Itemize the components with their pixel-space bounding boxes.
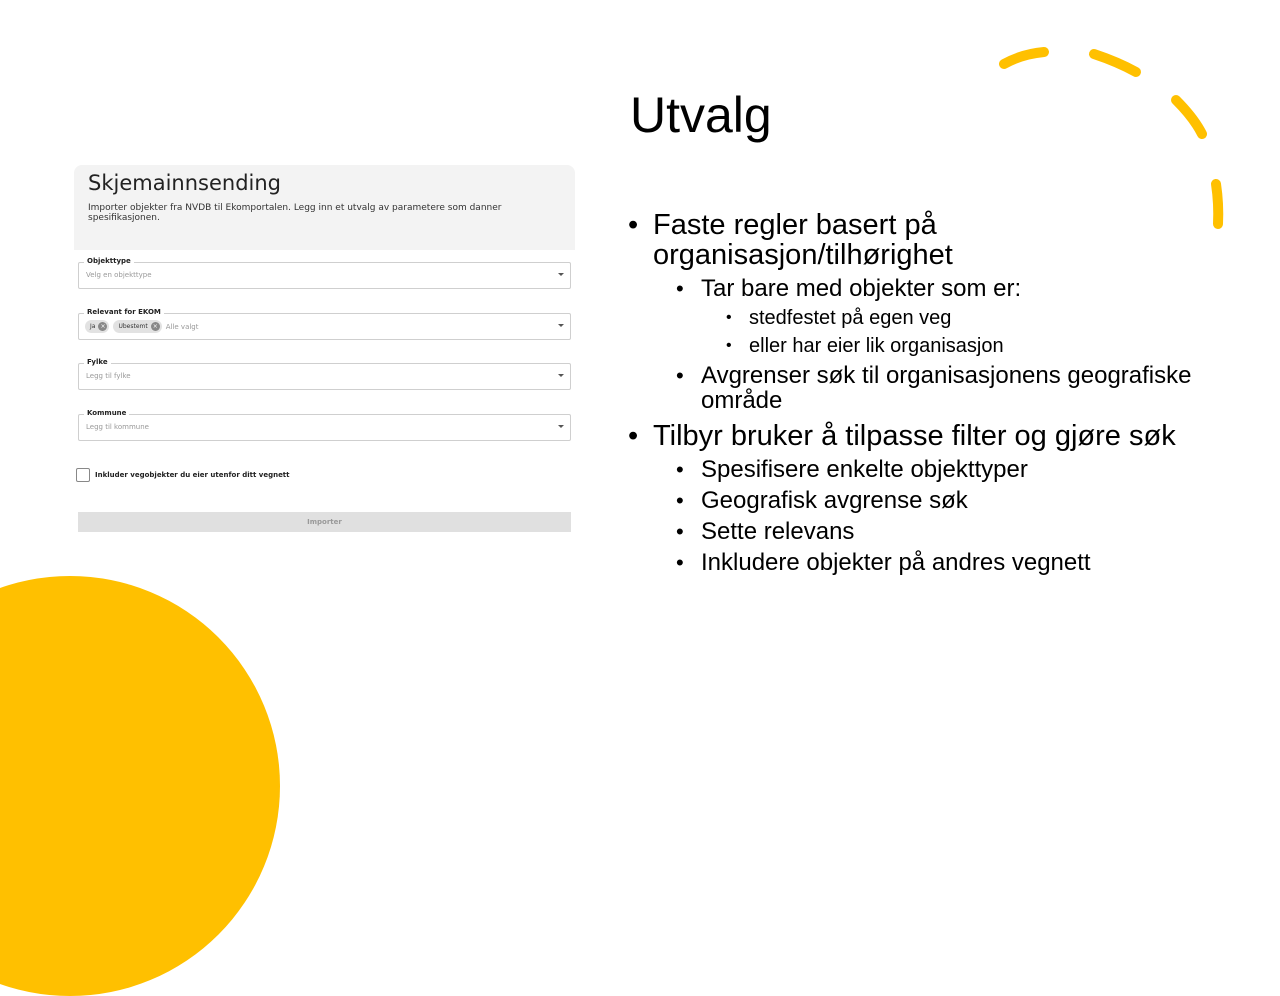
bullet-level3: • eller har eier lik organisasjon <box>724 335 1228 357</box>
form-screenshot <box>74 165 575 537</box>
field-label: Relevant for EKOM <box>84 308 164 317</box>
form-title: Skjemainnsending <box>88 171 281 195</box>
close-icon[interactable]: × <box>152 323 158 330</box>
fylke-select[interactable] <box>78 358 571 390</box>
field-label: Objekttype <box>84 257 134 266</box>
chevron-down-icon[interactable] <box>558 425 564 428</box>
form-header <box>74 165 575 250</box>
bullet-level2: • Spesifisere enkelte objekttyper <box>676 457 1228 482</box>
form-description: Importer objekter fra NVDB til Ekomportalen. Legg inn et utvalg av parametere som danner spesifikasjonen. <box>88 203 502 223</box>
bullet-level2: • Inkludere objekter på andres vegnett <box>676 550 1228 575</box>
field-placeholder: Alle valgt <box>165 322 199 331</box>
field-placeholder: Legg til fylke <box>86 372 131 380</box>
relevant-ekom-select[interactable] <box>78 308 571 340</box>
bullet-list <box>628 210 1228 575</box>
bullet-level2: • Tar bare med objekter som er: <box>676 276 1228 301</box>
objekttype-select[interactable] <box>78 257 571 289</box>
bullet-level2: • Geografisk avgrense søk <box>676 488 1228 513</box>
chip-ubestemt <box>113 320 161 333</box>
close-icon[interactable]: × <box>100 323 106 330</box>
slide-title: Utvalg <box>630 87 772 143</box>
chevron-down-icon[interactable] <box>558 273 564 276</box>
chip-label: Ja <box>90 323 96 330</box>
chip-group <box>85 320 199 333</box>
field-label: Fylke <box>84 358 111 367</box>
kommune-select[interactable] <box>78 409 571 441</box>
bullet-level1: • Faste regler basert på organisasjon/tilhørighet <box>628 210 1228 270</box>
chevron-down-icon[interactable] <box>558 374 564 377</box>
chip-label: Ubestemt <box>118 323 148 330</box>
field-placeholder: Velg en objekttype <box>86 271 152 279</box>
chip-ja <box>85 320 109 333</box>
bullet-level1: • Tilbyr bruker å tilpasse filter og gjøre søk <box>628 421 1228 451</box>
include-checkbox-row <box>76 468 290 482</box>
bullet-level3: • stedfestet på egen veg <box>724 307 1228 329</box>
import-button[interactable]: Importer <box>78 512 571 532</box>
bullet-level2: • Sette relevans <box>676 519 1228 544</box>
decorative-yellow-circle <box>0 576 280 996</box>
include-checkbox[interactable] <box>76 468 90 482</box>
checkbox-label: Inkluder vegobjekter du eier utenfor ditt vegnett <box>95 471 290 479</box>
field-placeholder: Legg til kommune <box>86 423 149 431</box>
bullet-level2: • Avgrenser søk til organisasjonens geografiske område <box>676 363 1228 413</box>
chevron-down-icon[interactable] <box>558 324 564 327</box>
field-label: Kommune <box>84 409 129 418</box>
